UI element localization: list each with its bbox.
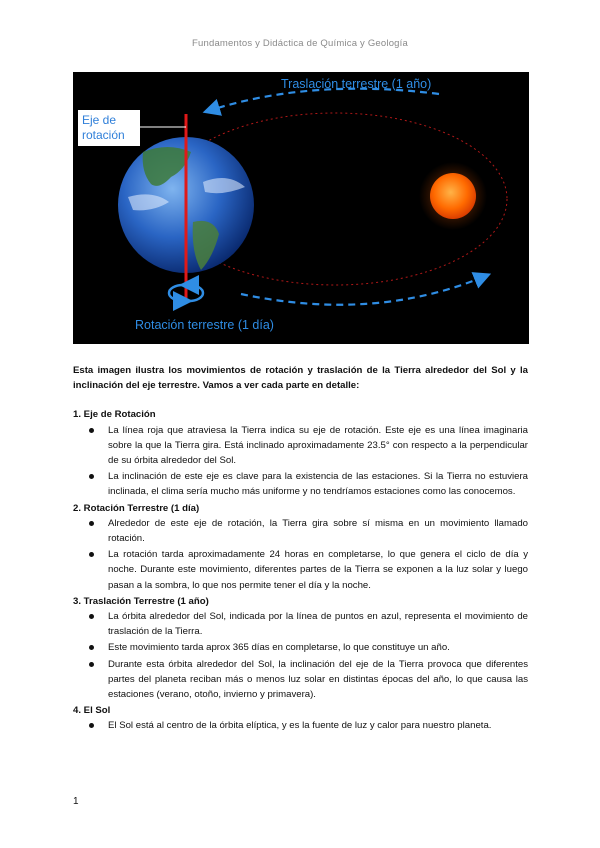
- list-item: La línea roja que atraviesa la Tierra indica su eje de rotación. Este eje es una línea imaginaria sobre la que la Tierra gira. Está inclinado aproximadamente 23.5° con respecto a la perpendicular de su órbita alrededor del Sol.: [73, 423, 528, 469]
- list-item: La inclinación de este eje es clave para la existencia de las estaciones. Si la Tierra no estuviera inclinada, el clima sería mucho más uniforme y no tendríamos estaciones como las conocemos.: [73, 469, 528, 499]
- section-list: [73, 718, 528, 733]
- list-item: El Sol está al centro de la órbita elíptica, y es la fuente de luz y calor para nuestro planeta.: [73, 718, 528, 733]
- rotation-arrow-right: [189, 285, 203, 301]
- section-title: 3. Traslación Terrestre (1 año): [73, 595, 209, 607]
- list-item: Este movimiento tarda aprox 365 días en completarse, lo que constituye un año.: [73, 640, 528, 655]
- axis-label: [78, 110, 140, 146]
- translation-arrow-top: [211, 89, 439, 110]
- rotation-label: Rotación terrestre (1 día): [135, 318, 274, 332]
- translation-arrow-bottom: [241, 277, 483, 305]
- page-number: 1: [73, 796, 79, 807]
- axis-label-line1: Eje de: [82, 113, 117, 127]
- section-title: 2. Rotación Terrestre (1 día): [73, 502, 200, 514]
- sun: [430, 173, 476, 219]
- axis-label-line2: rotación: [82, 128, 125, 142]
- translation-label: Traslación terrestre (1 año): [281, 77, 432, 91]
- rotation-arrow-left: [169, 285, 183, 301]
- list-item: Durante esta órbita alrededor del Sol, la inclinación del eje de la Tierra provoca que diferentes partes del planeta reciban más o menos luz solar en distintas épocas del año, lo que causa las estaciones (verano, otoño, invierno y primavera).: [73, 657, 528, 703]
- section-title: 4. El Sol: [73, 705, 111, 717]
- section-title: 1. Eje de Rotación: [73, 409, 156, 421]
- earth-orbit-figure: [73, 72, 529, 344]
- list-item: La órbita alrededor del Sol, indicada por la línea de puntos en azul, representa el movimiento de traslación de la Tierra.: [73, 609, 528, 639]
- section-list: [73, 516, 528, 593]
- document-body: [73, 363, 528, 735]
- intro-paragraph: Esta imagen ilustra los movimientos de rotación y traslación de la Tierra alrededor del Sol y la inclinación del eje terrestre. Vamos a ver cada parte en detalle:: [73, 365, 528, 392]
- list-item: Alrededor de este eje de rotación, la Tierra gira sobre sí misma en un movimiento llamado rotación.: [73, 516, 528, 546]
- page-header: Fundamentos y Didáctica de Química y Geología: [192, 38, 408, 49]
- list-item: La rotación tarda aproximadamente 24 horas en completarse, lo que genera el ciclo de día y noche. Durante este movimiento, diferentes partes de la Tierra se exponen a la luz solar y luego pasan a la sombra, lo que nos permite tener el día y la noche.: [73, 547, 528, 593]
- figure-graphic: [73, 72, 529, 344]
- section-list: [73, 423, 528, 500]
- section-list: [73, 609, 528, 702]
